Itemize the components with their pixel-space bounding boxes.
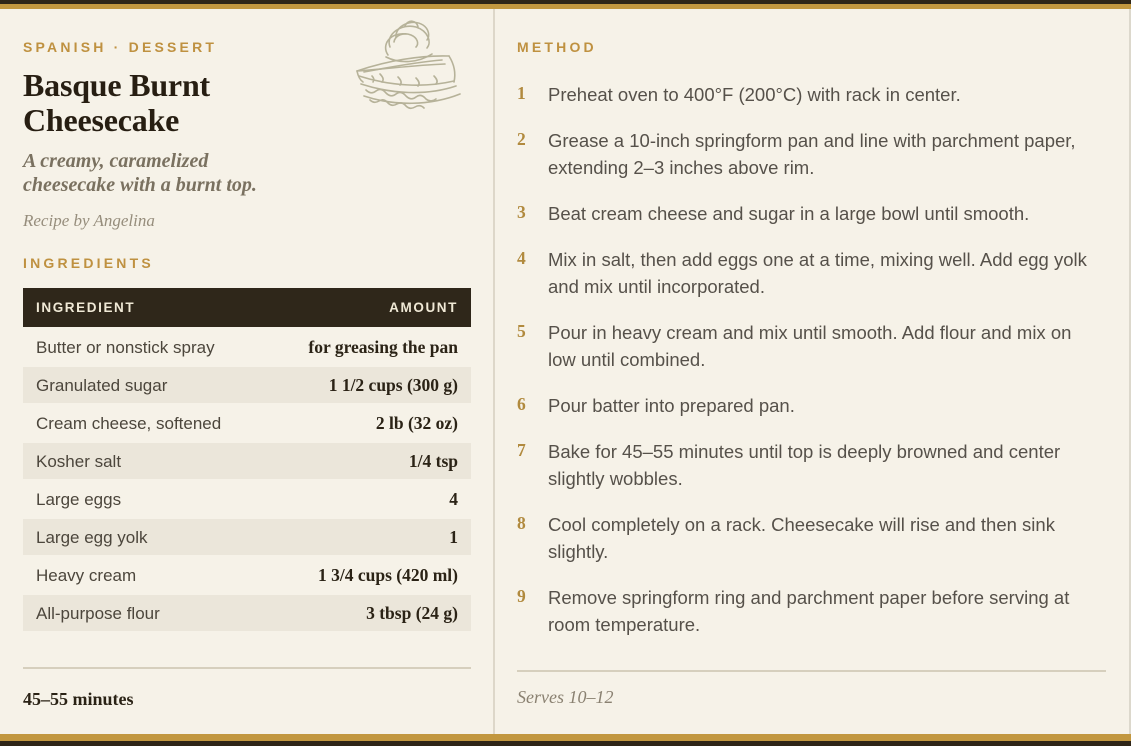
left-footer: [23, 667, 471, 734]
ingredient-amount: 1/4 tsp: [408, 451, 458, 471]
ingredient-name: Kosher salt: [36, 452, 122, 471]
right-footer: [517, 670, 1106, 734]
ingredient-name: All-purpose flour: [36, 604, 160, 623]
ingredients-table: [23, 288, 471, 631]
ingredient-name: Large eggs: [36, 490, 122, 509]
step-number: 4: [517, 248, 526, 268]
step-text: Remove springform ring and parchment paper before serving at room temperature.: [548, 587, 1070, 635]
step-number: 3: [517, 202, 526, 222]
ingredient-amount: 1 1/2 cups (300 g): [328, 375, 458, 395]
method-step: [517, 584, 1106, 638]
step-text: Bake for 45–55 minutes until top is deeply browned and center slightly wobbles.: [548, 441, 1061, 489]
table-row: [23, 327, 471, 365]
ingredient-name: Cream cheese, softened: [36, 414, 222, 433]
method-step: [517, 200, 1106, 227]
ingredient-amount: 2 lb (32 oz): [375, 413, 458, 433]
table-row: [23, 517, 471, 555]
column-header-amount: AMOUNT: [389, 300, 458, 315]
table-row: [23, 365, 471, 403]
recipe-title: Basque Burnt Cheesecake: [23, 67, 210, 138]
step-number: 6: [517, 394, 526, 414]
method-step: [517, 81, 1106, 108]
table-row: [23, 403, 471, 441]
ingredient-amount: 3 tbsp (24 g): [366, 603, 458, 623]
table-row: [23, 555, 471, 593]
ingredient-name: Butter or nonstick spray: [36, 338, 215, 357]
frame-bottom-gold-bar: [0, 734, 1131, 741]
recipe-byline: Recipe by Angelina: [23, 211, 155, 230]
method-column: [517, 9, 1106, 734]
ingredient-name: Granulated sugar: [36, 376, 168, 395]
method-step: [517, 511, 1106, 565]
table-row: [23, 441, 471, 479]
ingredient-amount: 1: [449, 527, 458, 547]
step-text: Cool completely on a rack. Cheesecake will rise and then sink slightly.: [548, 514, 1055, 562]
step-text: Preheat oven to 400°F (200°C) with rack in center.: [548, 84, 961, 105]
method-heading: METHOD: [517, 39, 597, 55]
method-step: [517, 319, 1106, 373]
step-text: Pour in heavy cream and mix until smooth. Add flour and mix on low until combined.: [548, 322, 1072, 370]
step-number: 2: [517, 129, 526, 149]
table-row: [23, 593, 471, 631]
recipe-summary-column: [23, 9, 471, 734]
cuisine-kicker: SPANISH · DESSERT: [23, 39, 218, 55]
method-step: [517, 127, 1106, 181]
recipe-subtitle: A creamy, caramelized cheesecake with a burnt top.: [23, 150, 257, 196]
table-row: [23, 479, 471, 517]
step-number: 7: [517, 440, 526, 460]
column-divider: [493, 9, 495, 734]
ingredient-amount: 4: [449, 489, 458, 509]
step-number: 8: [517, 513, 526, 533]
method-steps-list: [517, 81, 1106, 657]
step-number: 9: [517, 586, 526, 606]
step-text: Mix in salt, then add eggs one at a time, mixing well. Add egg yolk and mix until incorporated.: [548, 249, 1087, 297]
ingredient-amount: for greasing the pan: [308, 337, 458, 357]
column-header-ingredient: INGREDIENT: [36, 300, 136, 315]
step-number: 5: [517, 321, 526, 341]
ingredient-name: Heavy cream: [36, 566, 137, 585]
method-step: [517, 438, 1106, 492]
method-step: [517, 392, 1106, 419]
step-text: Beat cream cheese and sugar in a large bowl until smooth.: [548, 203, 1030, 224]
method-step: [517, 246, 1106, 300]
step-text: Grease a 10-inch springform pan and line with parchment paper, extending 2–3 inches above rim.: [548, 130, 1076, 178]
ingredient-name: Large egg yolk: [36, 528, 148, 547]
serves-note: Serves 10–12: [517, 687, 614, 707]
step-text: Pour batter into prepared pan.: [548, 395, 795, 416]
frame-bottom-dark-bar: [0, 741, 1131, 746]
total-time: 45–55 minutes: [23, 689, 134, 709]
step-number: 1: [517, 83, 526, 103]
ingredients-table-header: [23, 288, 471, 327]
ingredient-amount: 1 3/4 cups (420 ml): [318, 565, 458, 585]
ingredients-heading: INGREDIENTS: [23, 255, 154, 271]
